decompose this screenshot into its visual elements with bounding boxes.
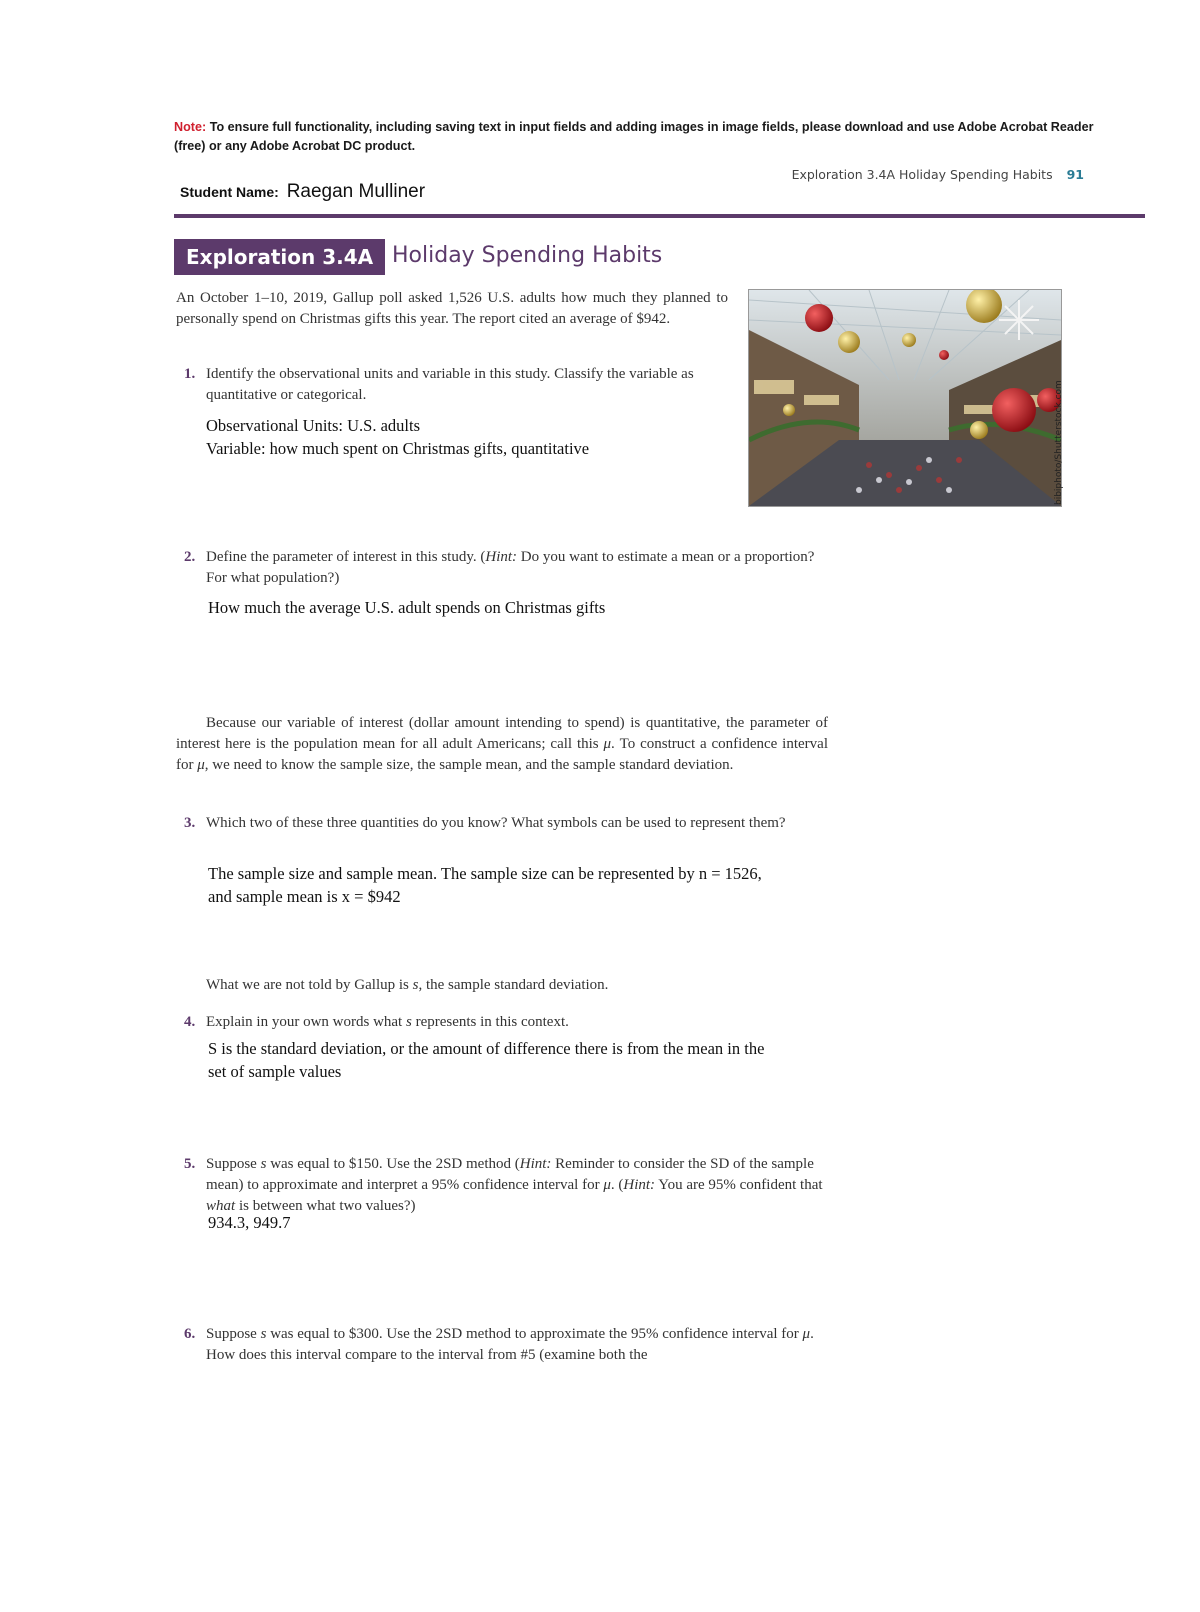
paragraph-text: , we need to know the sample size, the sample mean, and the sample standard deviation. <box>204 757 734 773</box>
acrobat-note <box>174 118 1094 156</box>
question-text: Explain in your own words what <box>206 1014 406 1030</box>
running-head-text: Exploration 3.4A Holiday Spending Habits <box>791 167 1053 182</box>
answer-field-1[interactable] <box>206 414 806 460</box>
page-number: 91 <box>1066 167 1084 182</box>
answer-field-3[interactable] <box>208 862 848 908</box>
student-name-label: Student Name: <box>180 184 279 200</box>
question-5 <box>184 1154 824 1217</box>
answer-field-2[interactable] <box>208 596 828 619</box>
s-symbol: s <box>260 1326 267 1342</box>
note-text: To ensure full functionality, including saving text in input fields and adding images in image fields, please download and use Adobe Acrobat Reader (free) or any Adobe Acrobat DC product. <box>174 120 1094 153</box>
answer-line: The sample size and sample mean. The sample size can be represented by n = 1526, <box>208 864 762 883</box>
answer-field-5[interactable] <box>208 1211 508 1234</box>
mu-symbol: μ <box>603 1177 611 1193</box>
photo-credit: bibiphoto/Shutterstock.com <box>1054 380 1064 505</box>
hint-label: Hint: <box>519 1156 552 1172</box>
answer-line: Observational Units: U.S. adults <box>206 416 421 435</box>
question-text: . How does this interval compare to the interval from #5 (examine both the <box>206 1326 814 1363</box>
answer-line: Variable: how much spent on Christmas gifts, quantitative <box>206 439 590 458</box>
paragraph-text: . To construct a confidence interval for <box>176 736 828 773</box>
answer-line: 934.3, 949.7 <box>208 1213 291 1232</box>
answer-line: S is the standard deviation, or the amount of difference there is from the mean in the <box>208 1039 765 1058</box>
question-text: Identify the observational units and variable in this study. Classify the variable as quantitative or categorical. <box>206 366 694 403</box>
question-text: is between what two values?) <box>235 1198 416 1214</box>
question-text: . ( <box>610 1177 624 1193</box>
running-head <box>792 167 1084 182</box>
question-text: was equal to $300. Use the 2SD method to approximate the 95% confidence interval for <box>266 1326 803 1342</box>
question-text: Define the parameter of interest in this study. ( <box>206 549 486 565</box>
hint-label: Hint: <box>623 1177 656 1193</box>
question-text: You are 95% confident that <box>655 1177 823 1193</box>
intro-paragraph: An October 1–10, 2019, Gallup poll asked 1,526 U.S. adults how much they planned to personally spend on Christmas gifts this year. The report cited an average of $942. <box>176 290 728 327</box>
emphasis-word: what <box>206 1198 236 1214</box>
question-text: Do you want to estimate a mean or a proportion? For what population?) <box>206 549 815 586</box>
question-4 <box>184 1012 826 1033</box>
paragraph-text: , the sample standard deviation. <box>418 977 609 993</box>
mall-christmas-photo <box>748 289 1062 507</box>
hint-label: Hint: <box>485 549 518 565</box>
question-text: Which two of these three quantities do you know? What symbols can be used to represent them? <box>206 815 786 831</box>
question-text: was equal to $150. Use the 2SD method ( <box>266 1156 520 1172</box>
question-text: Reminder to consider the SD of the sample mean) to approximate and interpret a 95% confidence interval for <box>206 1156 814 1193</box>
s-symbol: s <box>405 1014 412 1030</box>
answer-field-4[interactable] <box>208 1037 848 1083</box>
mu-symbol: μ <box>603 736 612 752</box>
question-number: 3. <box>184 815 196 831</box>
note-label: Note: <box>174 120 207 134</box>
question-3 <box>184 813 786 834</box>
question-text: Suppose <box>206 1326 261 1342</box>
answer-line: How much the average U.S. adult spends on Christmas gifts <box>208 598 606 617</box>
paragraph-text: What we are not told by Gallup is <box>206 977 413 993</box>
s-symbol: s <box>260 1156 267 1172</box>
question-1 <box>184 364 706 406</box>
answer-line: and sample mean is x = $942 <box>208 887 401 906</box>
student-name-row <box>180 181 425 203</box>
answer-line: set of sample values <box>208 1062 342 1081</box>
header-divider <box>174 214 1145 218</box>
explanation-paragraph-2 <box>206 975 826 996</box>
mu-symbol: μ <box>197 757 205 773</box>
exploration-label: Exploration 3.4A <box>174 239 385 275</box>
question-number: 6. <box>184 1326 196 1342</box>
student-name-field[interactable]: Raegan Mulliner <box>286 181 426 202</box>
question-text: represents in this context. <box>411 1014 569 1030</box>
explanation-paragraph <box>176 713 828 776</box>
mall-photo-illustration <box>749 290 1061 506</box>
paragraph-text: Because our variable of interest (dollar amount intending to spend) is quantitative, the parameter of interest here is the population mean for all adult Americans; call this <box>176 715 828 752</box>
question-number: 5. <box>184 1156 196 1172</box>
s-symbol: s <box>412 977 419 993</box>
question-number: 2. <box>184 549 196 565</box>
mu-symbol: μ <box>802 1326 811 1342</box>
question-text: Suppose <box>206 1156 261 1172</box>
question-number: 1. <box>184 366 196 382</box>
question-number: 4. <box>184 1014 196 1030</box>
page-title: Holiday Spending Habits <box>392 243 663 268</box>
question-2 <box>184 547 826 589</box>
question-6 <box>184 1324 824 1366</box>
